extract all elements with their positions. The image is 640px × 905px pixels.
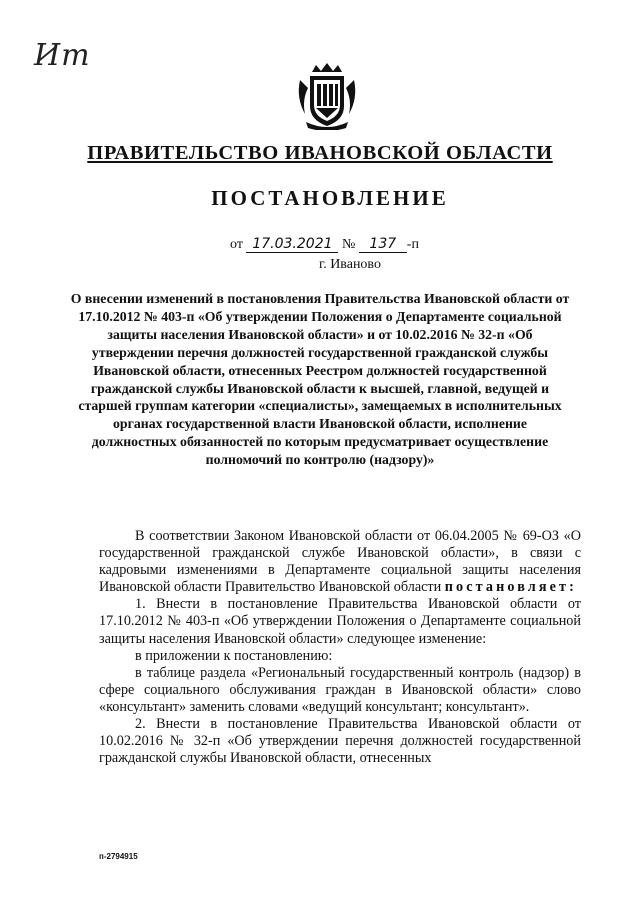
intro-text: В соответствии Законом Ивановской области от 06.04.2005 № 69-ОЗ «О государственной гражданской службе Ивановской области», в связи с кадровыми изменениями в Департаменте социальной защиты населения Ивановской области Правительство Ивановской области: [99, 528, 581, 596]
city: г. Иваново: [319, 257, 381, 272]
item-1-change-paragraph: в таблице раздела «Региональный государственный контроль (надзор) в сфере социального обслуживания граждан в Ивановской области» слово «консультант» заменить словами «ведущий консультант; консультант».: [99, 664, 581, 715]
handwritten-mark: Ит: [34, 38, 91, 73]
number-suffix: -п: [406, 237, 419, 252]
document-subject: О внесении изменений в постановления Правительства Ивановской области от 17.10.2012 № 403-п «Об утверждении Положения о Департаменте социальной защиты населения Ивановской области» и от 10.02.2016 № 32-п «Об утверждении перечня должностей государственной гражданской службы Ивановской области, отнесенных Реестром должностей государственной гражданской службы Ивановской области к высшей, главной, ведущей и старшей группам категории «специалисты», замещаемых в исполнительных органах государственной власти Ивановской области, исполнение должностных обязанностей по которым предусматривает осуществление полномочий по контролю (надзору)»: [70, 291, 570, 468]
coat-of-arms-icon: [296, 62, 358, 130]
item-1-sub-paragraph: в приложении к постановлению:: [135, 647, 333, 664]
government-title: ПРАВИТЕЛЬСТВО ИВАНОВСКОЙ ОБЛАСТИ: [87, 142, 553, 164]
document-code: п-2794915: [99, 852, 138, 861]
item-1-paragraph: 1. Внести в постановление Правительства Ивановской области от 17.10.2012 № 403-п «Об утверждении Положения о Департаменте социальной защиты населения Ивановской области» следующее изменение:: [99, 596, 581, 647]
number-value: 137: [359, 236, 407, 253]
intro-paragraph: [99, 528, 581, 596]
date-value: 17.03.2021: [246, 236, 338, 253]
date-number-line: [230, 236, 419, 253]
document-body: [99, 528, 581, 767]
resolves-word: постановляет:: [444, 579, 577, 596]
item-2-paragraph: 2. Внести в постановление Правительства Ивановской области от 10.02.2016 № 32-п «Об утверждении перечня должностей государственной гражданской службы Ивановской области, отнесенных: [99, 716, 581, 767]
number-sign: №: [341, 237, 356, 252]
date-prefix: от: [230, 237, 243, 252]
document-type: ПОСТАНОВЛЕНИЕ: [211, 186, 449, 210]
